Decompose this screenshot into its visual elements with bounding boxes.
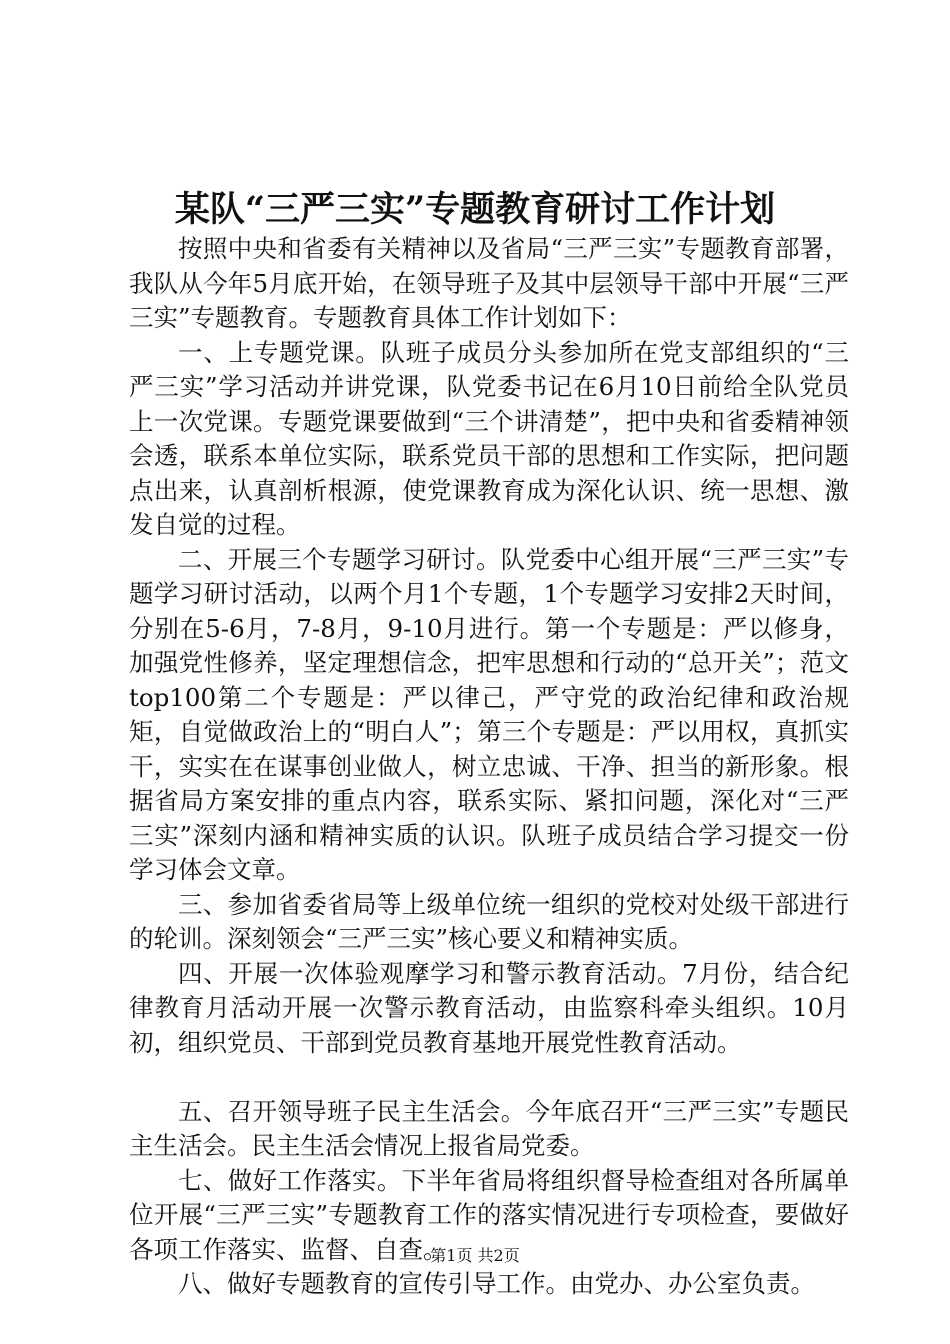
paragraph-item-8: 八、做好专题教育的宣传引导工作。由党办、办公室负责。 — [178, 1269, 815, 1298]
page-number: 第1页 共2页 — [430, 1246, 520, 1265]
document-body — [129, 232, 849, 1302]
paragraph-item-4: 四、开展一次体验观摩学习和警示教育活动。7月份，结合纪律教育月活动开展一次警示教育活动，由监察科牵头组织。10月初，组织党员、干部到党员教育基地开展党性教育活动。 — [129, 958, 849, 1057]
paragraph-item-2: 二、开展三个专题学习研讨。队党委中心组开展“三严三实”专题学习研讨活动，以两个月1个专题，1个专题学习安排2天时间，分别在5-6月，7-8月，9-10月进行。第一个专题是：严以修身，加强党性修养，坚定理想信念，把牢思想和行动的“总开关”；范文top100第二个专题是：严以律己，严守党的政治纪律和政治规矩，自觉做政治上的“明白人”；第三个专题是：严以用权，真抓实干，实实在在谋事创业做人，树立忠诚、干净、担当的新形象。根据省局方案安排的重点内容，联系实际、紧扣问题，深化对“三严三实”深刻内涵和精神实质的认识。队班子成员结合学习提交一份学习体会文章。 — [129, 544, 849, 884]
paragraph-item-1: 一、上专题党课。队班子成员分头参加所在党支部组织的“三严三实”学习活动并讲党课，队党委书记在6月10日前给全队党员上一次党课。专题党课要做到“三个讲清楚”，把中央和省委精神领会透，联系本单位实际，联系党员干部的思想和工作实际，把问题点出来，认真剖析根源，使党课教育成为深化认识、统一思想、激发自觉的过程。 — [129, 337, 849, 539]
paragraph-item-5: 五、召开领导班子民主生活会。今年底召开“三严三实”专题民主生活会。民主生活会情况上报省局党委。 — [129, 1096, 849, 1160]
paragraph-item-3: 三、参加省委省局等上级单位统一组织的党校对处级干部进行的轮训。深刻领会“三严三实”核心要义和精神实质。 — [129, 889, 849, 953]
paragraph-intro: 按照中央和省委有关精神以及省局“三严三实”专题教育部署，我队从今年5月底开始，在领导班子及其中层领导干部中开展“三严三实”专题教育。专题教育具体工作计划如下： — [129, 234, 849, 332]
paragraph-item-7: 七、做好工作落实。下半年省局将组织督导检查组对各所属单位开展“三严三实”专题教育工作的落实情况进行专项检查，要做好各项工作落实、监督、自查。 — [129, 1165, 849, 1264]
document-title: 某队“三严三实”专题教育研讨工作计划 — [174, 189, 776, 230]
